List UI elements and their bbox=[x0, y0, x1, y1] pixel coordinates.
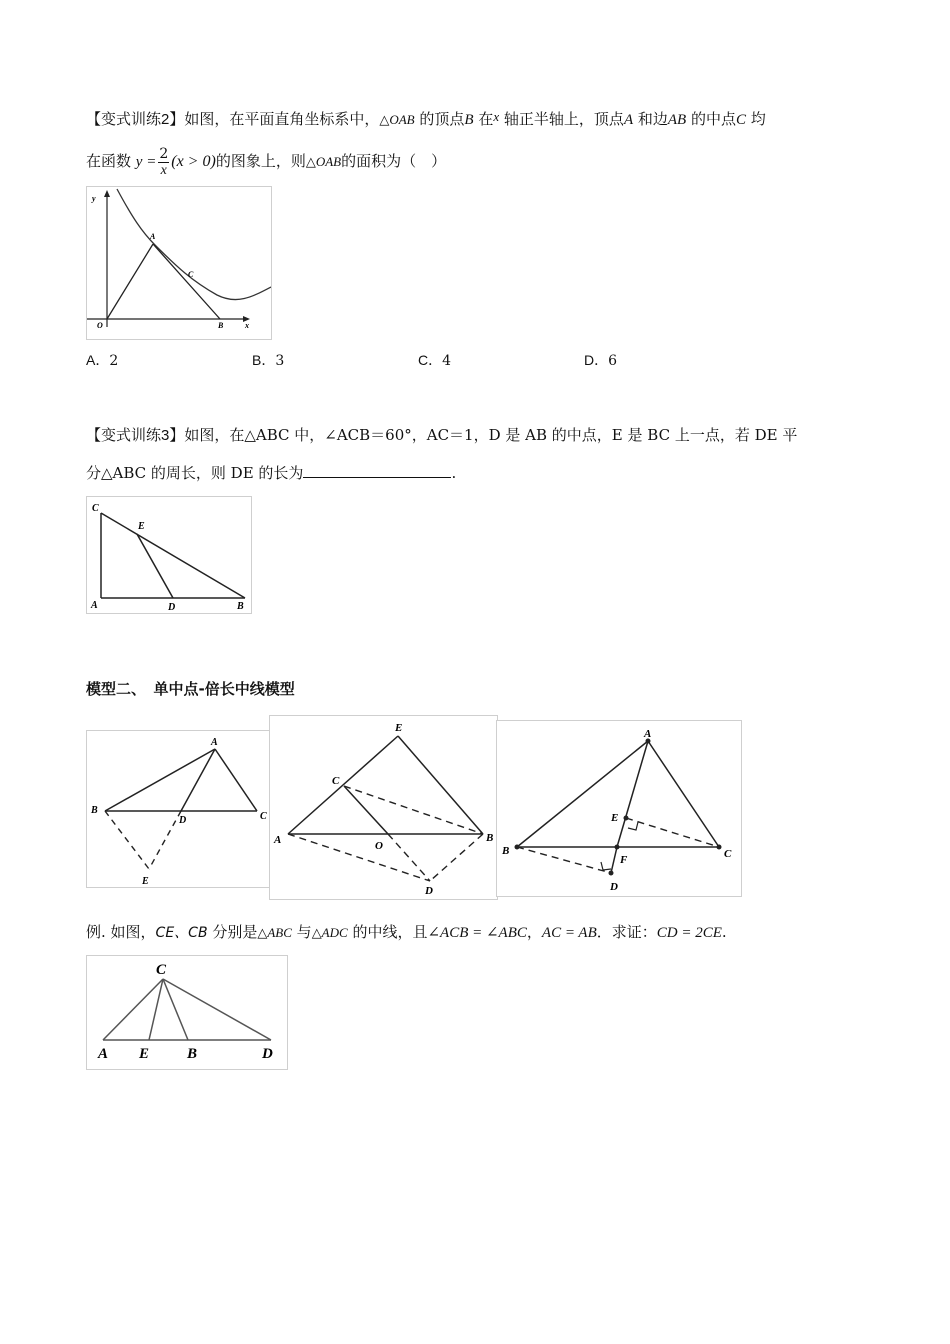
frac-num: 2 bbox=[159, 145, 169, 162]
option-letter: B． bbox=[252, 352, 276, 368]
fig-label-A: A bbox=[91, 600, 98, 611]
option-value: 2 bbox=[109, 353, 119, 369]
ex2-text: 和边 bbox=[633, 110, 668, 128]
ex2-figure bbox=[86, 186, 272, 340]
ex3-label: 【变式训练3】 bbox=[86, 427, 185, 444]
fig-label-A: A bbox=[98, 1046, 109, 1062]
func-cond: (x > 0) bbox=[171, 153, 216, 170]
fig-label-E: E bbox=[142, 876, 149, 887]
option-c[interactable] bbox=[418, 350, 451, 370]
ex3-text: 如图，在△ABC 中，∠ACB＝60°，AC＝1，D 是 AB 的中点，E 是 BC 上一点，若 DE 平 bbox=[184, 426, 798, 444]
fig-label-B: B bbox=[91, 805, 98, 816]
model2-figure-2 bbox=[269, 715, 498, 900]
section-heading: 模型二、 单中点-倍长中线模型 bbox=[86, 680, 295, 698]
example-statement bbox=[86, 922, 727, 943]
example-figure bbox=[86, 955, 288, 1070]
fraction bbox=[158, 146, 169, 179]
fig-label-D: D bbox=[262, 1046, 273, 1062]
ex3-text: . bbox=[451, 464, 457, 482]
ex2-tri: △OAB bbox=[305, 154, 342, 169]
fig-label-D: D bbox=[610, 881, 618, 893]
ex2-text: 如图，在平面直角坐标系中， bbox=[184, 110, 380, 128]
option-letter: D． bbox=[584, 352, 609, 368]
fig-label-B: B bbox=[237, 601, 244, 612]
ex3-text: 分△ABC 的周长，则 DE 的长为 bbox=[86, 464, 304, 482]
ex3-figure bbox=[86, 496, 252, 614]
fig-label-A: A bbox=[150, 232, 156, 241]
fig-label-C: C bbox=[260, 811, 267, 822]
fig-label-B: B bbox=[502, 845, 510, 857]
example-text: . bbox=[721, 923, 727, 941]
answer-blank[interactable] bbox=[303, 463, 451, 478]
hyperbola-graph bbox=[87, 187, 271, 339]
ex2-text: 均 bbox=[746, 110, 766, 128]
fig-label-E: E bbox=[611, 812, 619, 824]
ex2-label: 【变式训练2】 bbox=[86, 111, 185, 128]
option-b[interactable] bbox=[252, 350, 284, 370]
fig-label-E: E bbox=[139, 1046, 150, 1062]
example-triangle-figure bbox=[87, 956, 287, 1069]
ex3-line2 bbox=[86, 463, 456, 483]
func-lhs: y = bbox=[135, 154, 157, 170]
example-text: 与 bbox=[291, 923, 312, 941]
median-extension-figure bbox=[270, 716, 497, 899]
median-extension-figure bbox=[87, 731, 271, 887]
example-text: 的中线，且 bbox=[347, 923, 428, 941]
fig-label-x: x bbox=[245, 321, 249, 330]
ex3-line1 bbox=[86, 425, 797, 446]
example-tri: △ABC bbox=[257, 925, 292, 940]
model2-figure-1 bbox=[86, 730, 272, 888]
fig-label-O: O bbox=[375, 840, 383, 852]
ex2-line2 bbox=[86, 140, 446, 182]
option-letter: C． bbox=[418, 352, 443, 368]
model2-heading-wrap bbox=[86, 678, 295, 699]
ex2-text: 在 bbox=[473, 110, 494, 128]
fig-label-A: A bbox=[644, 728, 652, 740]
fig-label-D: D bbox=[168, 602, 176, 613]
example-cond: AC = AB bbox=[541, 925, 597, 941]
example-tri: △ADC bbox=[311, 925, 348, 940]
frac-den: x bbox=[160, 162, 167, 178]
fig-label-E: E bbox=[138, 521, 145, 532]
fig-label-F: F bbox=[620, 854, 628, 866]
ex2-var: C bbox=[736, 112, 747, 128]
option-value: 3 bbox=[275, 353, 285, 369]
ex2-var: AB bbox=[667, 112, 687, 128]
fig-label-D: D bbox=[179, 815, 187, 826]
example-text: 分别是 bbox=[207, 923, 258, 941]
fig-label-A: A bbox=[211, 737, 218, 748]
example-goal: CD = 2CE bbox=[656, 925, 722, 941]
ex2-var: x bbox=[493, 109, 500, 124]
fig-label-A: A bbox=[274, 834, 282, 846]
ex2-tri: △OAB bbox=[379, 112, 415, 127]
ex2-text: 的面积为（ ） bbox=[341, 152, 447, 170]
fig-label-C: C bbox=[188, 270, 194, 279]
fig-label-B: B bbox=[486, 832, 494, 844]
option-d[interactable] bbox=[584, 350, 617, 370]
ex2-text: 在函数 bbox=[86, 152, 132, 170]
fig-label-C: C bbox=[92, 503, 99, 514]
example-text: ．求证： bbox=[596, 923, 657, 941]
ex2-line1 bbox=[86, 107, 766, 130]
option-value: 4 bbox=[442, 353, 452, 369]
option-a[interactable] bbox=[86, 350, 118, 370]
fig-label-y: y bbox=[92, 194, 96, 203]
model2-figure-3 bbox=[496, 720, 742, 897]
ex2-var: B bbox=[464, 112, 474, 128]
triangle-figure bbox=[87, 497, 251, 613]
example-cond: ∠ACB = ∠ABC bbox=[427, 925, 527, 941]
fig-label-O: O bbox=[97, 321, 103, 330]
ex2-text: 的中点 bbox=[686, 110, 736, 128]
example-text: ， bbox=[526, 923, 542, 941]
example-var: CE、CB bbox=[155, 925, 208, 941]
fig-label-E: E bbox=[395, 722, 403, 734]
fig-label-B: B bbox=[218, 321, 224, 330]
fig-label-C: C bbox=[332, 775, 340, 787]
fig-label-C: C bbox=[724, 848, 732, 860]
option-value: 6 bbox=[608, 353, 618, 369]
median-extension-figure bbox=[497, 721, 741, 896]
fig-label-C: C bbox=[156, 962, 167, 978]
ex2-text: 轴正半轴上，顶点 bbox=[499, 110, 624, 128]
ex2-var: A bbox=[623, 112, 634, 128]
ex2-text: 的顶点 bbox=[414, 110, 465, 128]
fig-label-B: B bbox=[187, 1046, 198, 1062]
option-letter: A． bbox=[86, 352, 110, 368]
fig-label-D: D bbox=[425, 885, 433, 897]
example-text: 例. 如图， bbox=[86, 923, 156, 941]
ex2-text: 的图象上，则 bbox=[215, 152, 306, 170]
